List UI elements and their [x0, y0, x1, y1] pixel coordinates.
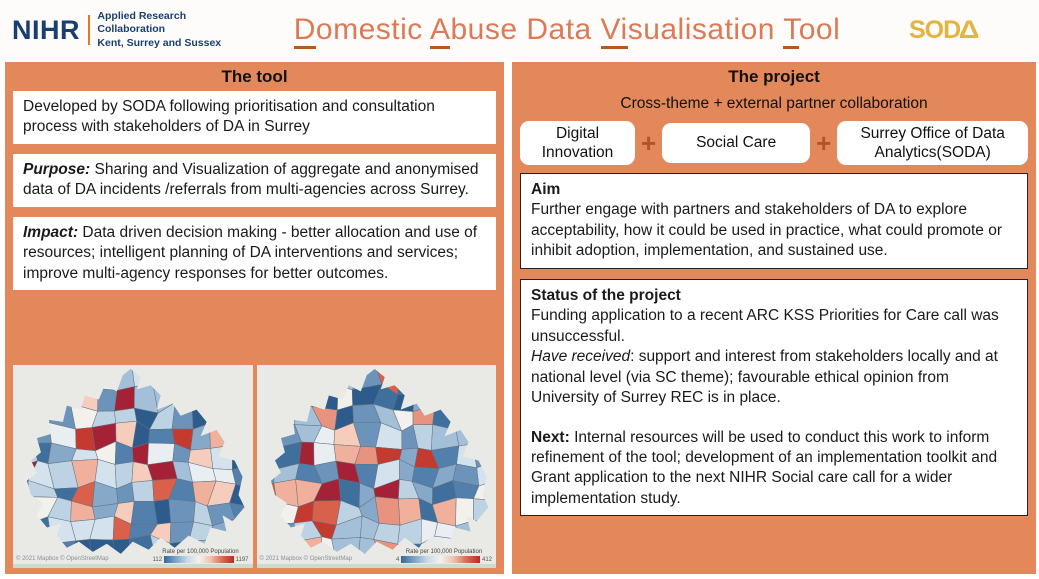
- soda-triangle-icon: Δ: [958, 15, 979, 44]
- soda-logo: SODΔ: [909, 15, 979, 44]
- choropleth-maps: [13, 365, 496, 568]
- status-next: Next: Internal resources will be used to conduct this work to inform refinement of the tool; development of an implementation toolkit and Grant application to the next NIHR Social care call for a wider implementation study.: [531, 428, 998, 507]
- aim-box: [520, 173, 1028, 269]
- map-legend: [153, 549, 249, 563]
- purpose-label: Purpose:: [23, 160, 91, 178]
- collaboration-subtitle: Cross-theme + external partner collaboration: [620, 95, 928, 112]
- surrey-choropleth-1: [13, 365, 253, 564]
- partner-digital-innovation: Digital Innovation: [520, 121, 635, 165]
- status-heading: Status of the project: [531, 286, 681, 304]
- surrey-choropleth-2: [257, 365, 497, 564]
- surrey-map-1: [13, 365, 253, 568]
- project-panel: [512, 62, 1036, 574]
- nihr-subtitle: Applied Research Collaboration Kent, Surrey and Sussex: [97, 10, 222, 49]
- map-strip: [257, 564, 497, 568]
- slide-header: [0, 0, 1039, 60]
- status-box: [520, 279, 1028, 517]
- tool-purpose-box: Purpose: Sharing and Visualization of aggregate and anonymised data of DA incidents /referrals from multi-agencies across Surrey.: [13, 154, 496, 207]
- legend-min: 4: [396, 556, 400, 563]
- legend-label: Rate per 100,000 Population: [162, 549, 239, 556]
- legend-gradient-bar: [164, 556, 234, 563]
- legend-gradient-bar: [401, 556, 480, 563]
- project-panel-title: The project: [728, 67, 820, 86]
- partner-soda: Surrey Office of Data Analytics(SODA): [837, 121, 1028, 165]
- partner-social-care: Social Care: [662, 123, 810, 163]
- plus-icon: +: [640, 128, 657, 158]
- nihr-acronym: NIHR: [12, 14, 80, 45]
- tool-intro-box: Developed by SODA following prioritisation and consultation process with stakeholders of DA in Surrey: [13, 91, 496, 144]
- tool-panel-title: The tool: [221, 67, 288, 86]
- page-title: [225, 13, 909, 47]
- map-attribution: © 2021 Mapbox © OpenStreetMap: [259, 556, 353, 562]
- map-attribution: © 2021 Mapbox © OpenStreetMap: [16, 556, 109, 562]
- nihr-divider: [88, 15, 90, 45]
- aim-heading: Aim: [531, 181, 561, 198]
- legend-min: 112: [152, 556, 163, 563]
- aim-body: Further engage with partners and stakeholders of DA to explore acceptability, how it could be used in practice, what could promote or inhibit adoption, implementation, and sustained use.: [531, 201, 1002, 260]
- have-received-label: Have received: [531, 348, 631, 366]
- tool-impact-box: Impact: Data driven decision making - better allocation and use of resources; intelligent planning of DA interventions and services; improve multi-agency responses for better outcomes.: [13, 217, 496, 290]
- tool-panel: [5, 62, 504, 574]
- legend-max: 412: [481, 556, 492, 563]
- legend-max: 1197: [235, 556, 249, 563]
- legend-label: Rate per 100,000 Population: [405, 549, 483, 556]
- map-strip: [13, 564, 253, 568]
- status-line2: Have received: support and interest from stakeholders locally and at national level (via SC theme); favourable ethical opinion from University of Surrey REC is in place.: [531, 348, 998, 407]
- plus-icon: +: [816, 128, 832, 158]
- surrey-map-2: [257, 365, 497, 568]
- map-legend: [396, 549, 492, 563]
- next-label: Next:: [531, 428, 570, 446]
- blank-line: [531, 409, 1017, 428]
- impact-label: Impact:: [23, 223, 79, 241]
- nihr-logo: [0, 10, 225, 49]
- partner-row: [520, 121, 1028, 165]
- status-line1: Funding application to a recent ARC KSS Priorities for Care call was unsuccessful.: [531, 307, 999, 345]
- main-title-text: Domestic Abuse Data Visualisation Tool: [294, 13, 841, 49]
